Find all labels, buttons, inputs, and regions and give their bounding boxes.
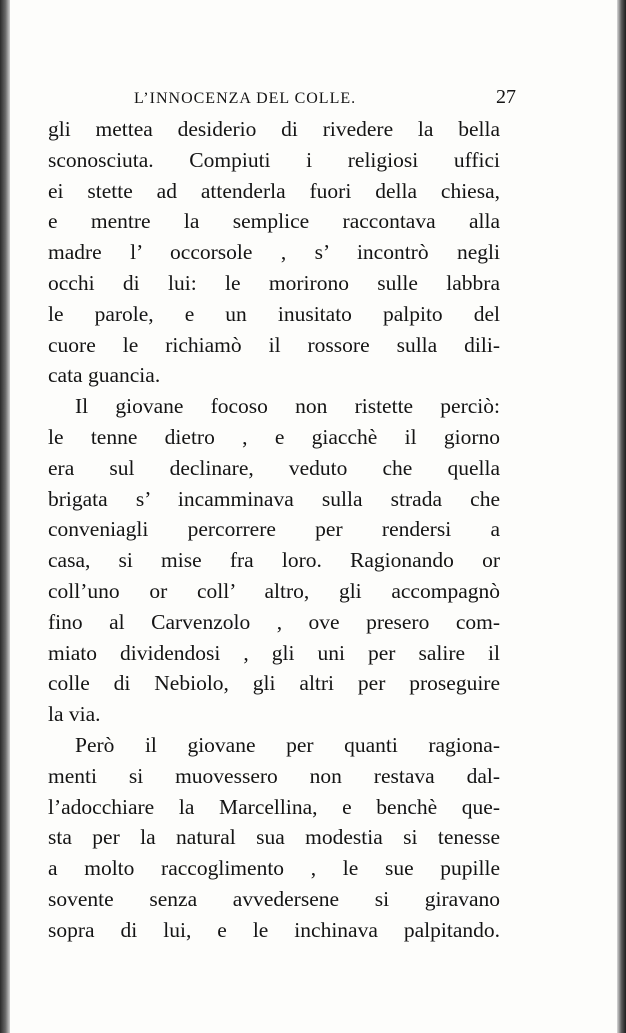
- paragraph-start-line: Il giovane focoso non ristette perciò:: [75, 394, 500, 419]
- text-line: e mentre la semplice raccontava alla: [48, 209, 500, 234]
- text-line: occhi di lui: le morirono sulle labbra: [48, 270, 500, 295]
- text-line: menti si muovessero non restava dal-: [48, 763, 500, 788]
- text-line: cuore le richiamò il rossore sulla dili-: [48, 332, 500, 357]
- page-left-edge: [0, 0, 10, 1033]
- text-line: sovente senza avvedersene si giravano: [48, 886, 500, 911]
- page-header: [134, 86, 516, 114]
- text-line: a molto raccoglimento , le sue pupille: [48, 856, 500, 881]
- body-text: [48, 114, 500, 946]
- text-line: gli mettea desiderio di rivedere la bella: [48, 117, 500, 141]
- page-number: 27: [496, 86, 516, 108]
- text-line: le tenne dietro , e giacchè il giorno: [48, 424, 500, 449]
- text-line: coll’uno or coll’ altro, gli accompagnò: [48, 578, 500, 603]
- text-line: era sul declinare, veduto che quella: [48, 455, 500, 480]
- text-line: cata guancia.: [48, 363, 161, 388]
- text-line: miato dividendosi , gli uni per salire il: [48, 640, 500, 665]
- text-line: sta per la natural sua modestia si tenesse: [48, 825, 500, 850]
- running-title: L’INNOCENZA DEL COLLE.: [134, 90, 357, 107]
- paragraph-start-line: Però il giovane per quanti ragiona-: [75, 732, 500, 757]
- text-line: brigata s’ incamminava sulla strada che: [48, 486, 500, 511]
- text-line: le parole, e un inusitato palpito del: [48, 301, 500, 326]
- text-line: casa, si mise fra loro. Ragionando or: [48, 548, 500, 573]
- text-line: ei stette ad attenderla fuori della chiesa,: [48, 178, 500, 203]
- text-line: la via.: [48, 702, 101, 727]
- text-line: sopra di lui, e le inchinava palpitando.: [48, 917, 500, 942]
- text-line: l’adocchiare la Marcellina, e benchè que-: [48, 794, 500, 819]
- page-right-edge: [617, 0, 626, 1033]
- text-line: conveniagli percorrere per rendersi a: [48, 517, 500, 542]
- text-line: madre l’ occorsole , s’ incontrò negli: [48, 240, 500, 265]
- text-line: fino al Carvenzolo , ove presero com-: [48, 609, 500, 634]
- text-line: sconosciuta. Compiuti i religiosi uffici: [48, 147, 500, 172]
- text-line: colle di Nebiolo, gli altri per proseguire: [48, 671, 500, 696]
